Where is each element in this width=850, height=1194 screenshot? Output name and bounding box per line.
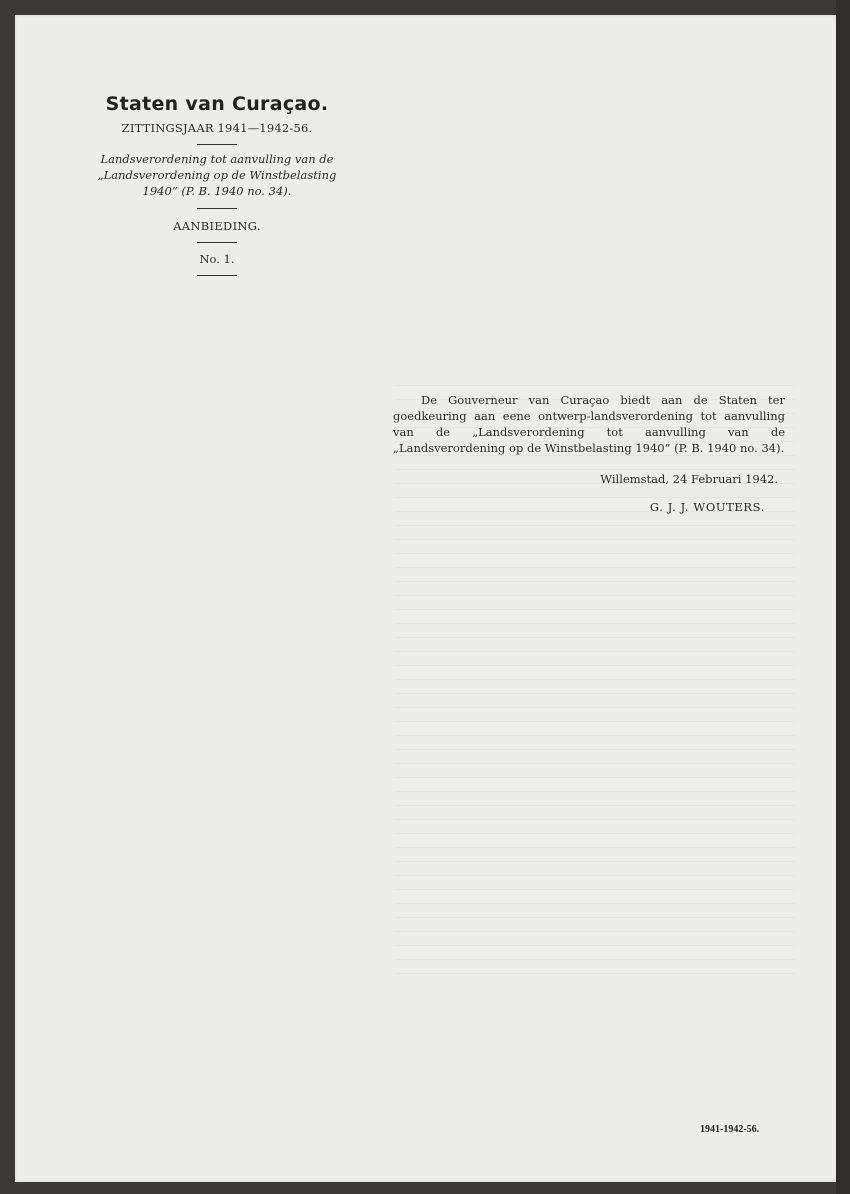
- divider: [197, 144, 237, 145]
- divider: [197, 275, 237, 276]
- place-date: Willemstad, 24 Februari 1942.: [600, 472, 778, 486]
- subject-line: 1940” (P. B. 1940 no. 34).: [142, 184, 292, 198]
- document-header: [67, 93, 367, 276]
- document-title: Staten van Curaçao.: [105, 93, 329, 115]
- divider: [197, 208, 237, 209]
- page-edge: [836, 0, 850, 1194]
- subject-line: Landsverordening tot aanvulling van de: [100, 152, 334, 166]
- document-body: [393, 392, 785, 515]
- document-type: AANBIEDING.: [173, 219, 261, 233]
- divider: [197, 242, 237, 243]
- footer-code: 1941-1942-56.: [700, 1124, 760, 1135]
- document-page: [15, 15, 836, 1182]
- subject: [67, 151, 367, 199]
- subject-line: „Landsverordening op de Winstbelasting: [97, 168, 337, 182]
- document-number: No. 1.: [199, 252, 235, 266]
- signer: G. J. J. WOUTERS.: [649, 500, 765, 514]
- session-year: ZITTINGSJAAR 1941—1942-56.: [121, 121, 313, 135]
- body-paragraph: De Gouverneur van Curaçao biedt aan de Staten ter goedkeuring aan eene ontwerp-landsverordening tot aanvulling van de „Landsverordening tot aanvulling van de „Landsverordening op de Winstbelasting 1940” (P. B. 1940 no. 34).: [393, 393, 785, 455]
